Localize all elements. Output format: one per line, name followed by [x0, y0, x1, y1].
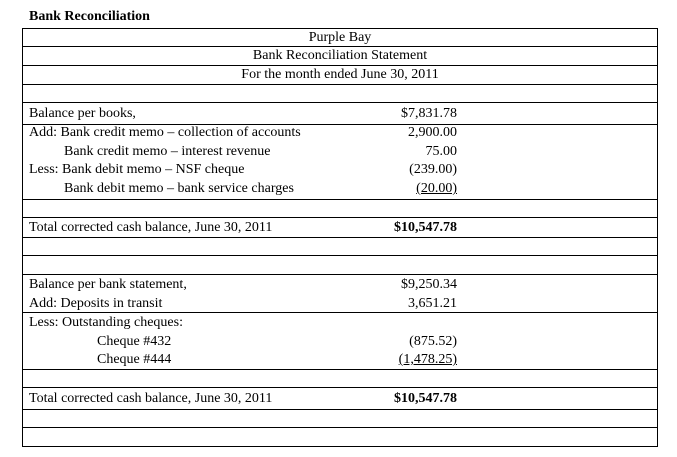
bank-row-label: Cheque #444: [97, 352, 172, 367]
bank-row-amount: (1,478.25): [398, 352, 457, 367]
books-row-amount: $7,831.78: [401, 106, 457, 121]
books-row-label: Less: Bank debit memo – NSF cheque: [29, 162, 245, 177]
books-row-label: Add: Bank credit memo – collection of accounts: [29, 125, 301, 140]
bank-row-amount: $9,250.34: [401, 277, 457, 292]
books-total-amount: $10,547.78: [394, 220, 457, 235]
bank-row-label: Balance per bank statement,: [29, 277, 187, 292]
bank-total-label: Total corrected cash balance, June 30, 2011: [29, 391, 273, 406]
books-row-amount: (20.00): [416, 181, 457, 196]
books-row-label: Bank credit memo – interest revenue: [64, 144, 271, 159]
bank-row-amount: (875.52): [409, 334, 457, 349]
bank-total-amount: $10,547.78: [394, 391, 457, 406]
bank-row-label: Cheque #432: [97, 334, 172, 349]
books-total-label: Total corrected cash balance, June 30, 2011: [29, 220, 273, 235]
books-row-amount: 75.00: [425, 144, 457, 159]
books-row-label: Balance per books,: [29, 106, 136, 121]
company-name: Purple Bay: [308, 30, 372, 45]
bank-row-label: Less: Outstanding cheques:: [29, 315, 183, 330]
books-row-amount: (239.00): [409, 162, 457, 177]
bank-row-amount: 3,651.21: [408, 296, 457, 311]
books-row-label: Bank debit memo – bank service charges: [64, 181, 294, 196]
page-title: Bank Reconciliation: [29, 9, 150, 24]
statement-period: For the month ended June 30, 2011: [241, 67, 439, 82]
statement-title: Bank Reconciliation Statement: [252, 48, 428, 63]
books-row-amount: 2,900.00: [408, 125, 457, 140]
bank-row-label: Add: Deposits in transit: [29, 296, 163, 311]
